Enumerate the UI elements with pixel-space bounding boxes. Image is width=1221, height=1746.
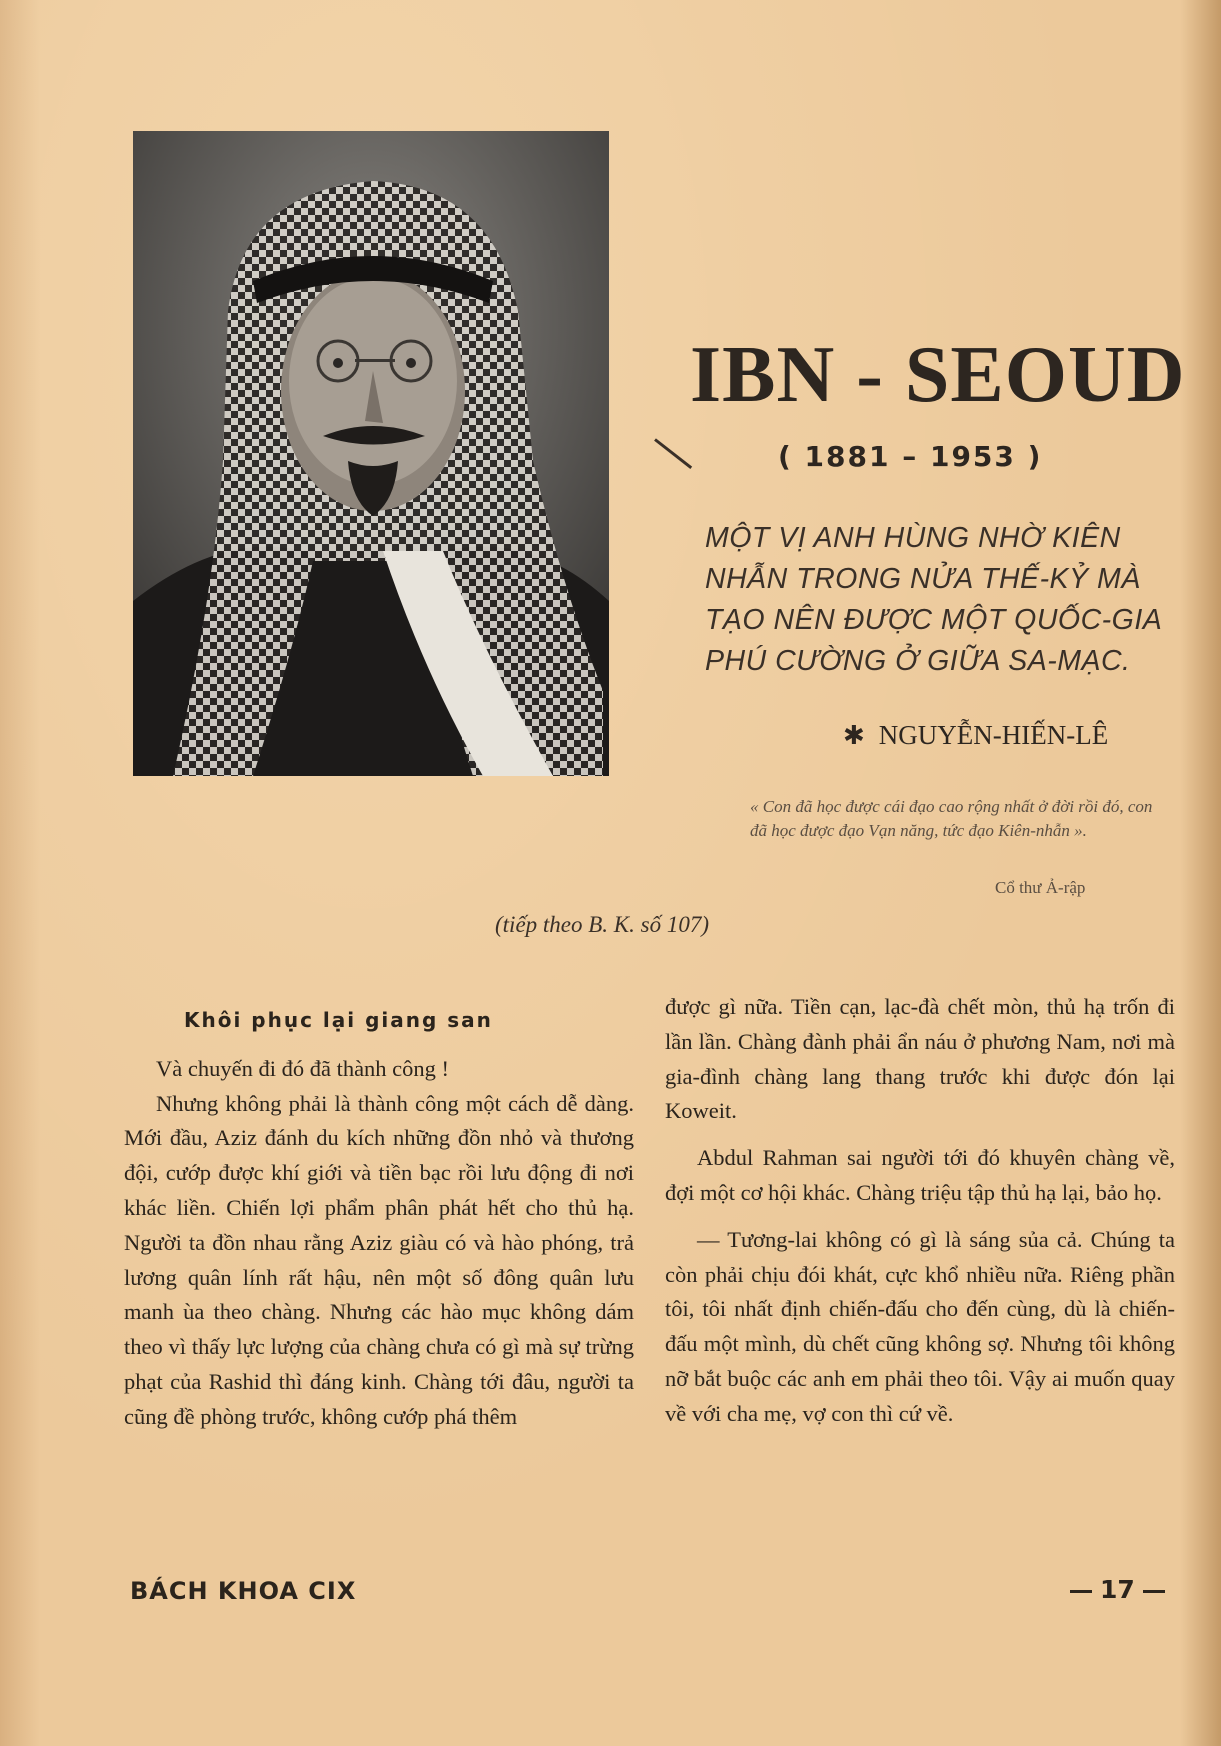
article-subtitle <box>705 518 1175 682</box>
body-paragraph: Nhưng không phải là thành công một cách dễ dàng. Mới đầu, Aziz đánh du kích những đồn nhỏ và thương đội, cướp được khí giới và tiền bạc rồi lưu động đi nơi khác liền. Chiến lợi phẩm phân phát hết cho thủ hạ. Người ta đồn nhau rằng Aziz giàu có và hào phóng, trả lương quân lính rất hậu, nên một số đông quân lưu manh ùa theo chàng. Nhưng các hào mục không dám theo vì thấy lực lượng của chàng chưa có gì mà sự trừng phạt của Rashid thì đáng kinh. Chàng tới đâu, người ta cũng đề phòng trước, không cướp phá thêm <box>124 1090 634 1429</box>
epigraph-quote: « Con đã học được cái đạo cao rộng nhất ở đời rồi đó, con đã học được đạo Vạn năng, tức đạo Kiên-nhẫn ». <box>750 797 1153 840</box>
body-paragraph: Và chuyến đi đó đã thành công ! <box>156 1055 450 1081</box>
body-paragraph: Abdul Rahman sai người tới đó khuyên chàng về, đợi một cơ hội khác. Chàng triệu tập thủ hạ lại, bảo họ. <box>665 1145 1175 1205</box>
article-years: ( 1881 – 1953 ) <box>778 440 1043 473</box>
continued-note: (tiếp theo B. K. số 107) <box>495 912 709 937</box>
author-byline <box>843 720 1108 751</box>
epigraph-source: Cổ thư Ả-rập <box>995 878 1086 897</box>
dash-icon <box>1070 1590 1092 1593</box>
portrait-photo <box>133 131 609 776</box>
section-heading: Khôi phục lại giang san <box>184 1008 493 1032</box>
subtitle-line: MỘT VỊ ANH HÙNG NHỜ KIÊN <box>705 522 1121 554</box>
star-icon: ✱ <box>843 721 865 750</box>
decorative-stroke <box>654 438 692 469</box>
subtitle-line: NHẪN TRONG NỬA THẾ-KỶ MÀ <box>705 563 1141 595</box>
body-paragraph: được gì nữa. Tiền cạn, lạc-đà chết mòn, thủ hạ trốn đi lần lần. Chàng đành phải ẩn náu ở phương Nam, nơi mà gia-đình chàng lang thang trước khi được đón lại Koweit. <box>665 994 1175 1124</box>
subtitle-line: PHÚ CƯỜNG Ở GIỮA SA-MẠC. <box>705 645 1131 677</box>
body-column-right <box>665 990 1175 1432</box>
author-name: NGUYỄN-HIẾN-LÊ <box>878 720 1109 750</box>
subtitle-line: TẠO NÊN ĐƯỢC MỘT QUỐC-GIA <box>705 604 1163 636</box>
body-paragraph: — Tương-lai không có gì là sáng sủa cả. Chúng ta còn phải chịu đói khát, cực khổ nhiều nữa. Riêng phần tôi, tôi nhất định chiến-đấu cho đến cùng, dù là chiến-đấu một mình, dù chết cũng không sợ. Nhưng tôi không nỡ bắt buộc các anh em phải theo tôi. Vậy ai muốn quay về với cha mẹ, vợ con thì cứ về. <box>665 1226 1175 1426</box>
article-title: IBN - SEOUD <box>690 331 1186 419</box>
page-number-value: 17 <box>1100 1575 1135 1604</box>
body-column-left <box>124 995 634 1435</box>
page-number <box>1062 1575 1173 1604</box>
magazine-footer: BÁCH KHOA CIX <box>130 1577 357 1605</box>
dash-icon <box>1143 1590 1165 1593</box>
portrait-photo-icon <box>133 131 609 776</box>
